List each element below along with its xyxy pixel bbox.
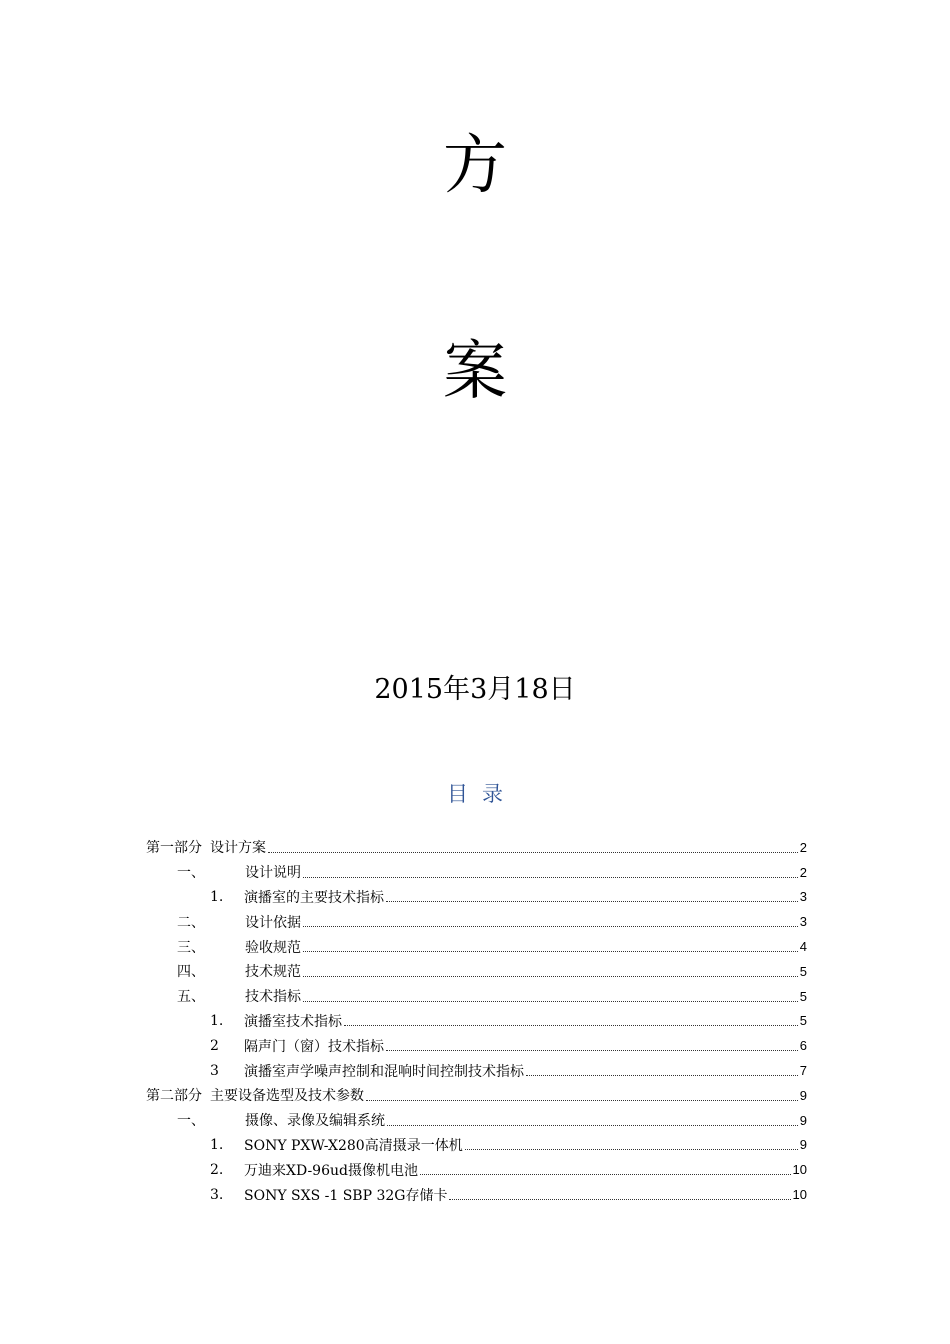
toc-entry-page: 3	[799, 889, 807, 905]
toc-dot-leader	[303, 926, 798, 927]
toc-entry-label: 主要设备选型及技术参数	[210, 1088, 364, 1105]
toc-dot-leader	[387, 1125, 798, 1126]
toc-entry-number: 一、	[177, 1113, 205, 1130]
toc-dot-leader	[449, 1199, 790, 1200]
toc-entry[interactable]	[146, 860, 807, 885]
toc-entry[interactable]	[146, 835, 807, 860]
toc-entry-page: 10	[792, 1162, 807, 1178]
toc-entry-number: 2	[210, 1037, 219, 1054]
toc-entry-page: 2	[799, 864, 807, 880]
toc-entry[interactable]	[146, 959, 807, 984]
toc-entry-page: 5	[799, 988, 807, 1004]
toc-entry-page: 9	[799, 1087, 807, 1103]
toc-title: 目录	[447, 782, 517, 806]
toc-entry[interactable]	[146, 934, 807, 959]
toc-entry[interactable]	[146, 885, 807, 910]
toc-entry-label: 验收规范	[245, 939, 301, 956]
toc-dot-leader	[303, 1001, 798, 1002]
toc-dot-leader	[303, 951, 798, 952]
toc-entry-page: 9	[799, 1112, 807, 1128]
cover-title-char-1: 方	[443, 129, 507, 203]
toc-entry-number: 一、	[177, 865, 205, 882]
toc-entry-number: 第二部分	[146, 1088, 202, 1105]
toc-entry-label: SONY SXS -1 SBP 32G存储卡	[244, 1187, 448, 1204]
toc-dot-leader	[303, 877, 798, 878]
toc-entry-label: 摄像、录像及编辑系统	[245, 1113, 385, 1130]
toc-entry-number: 2.	[210, 1161, 224, 1178]
toc-entry-label: 演播室声学噪声控制和混响时间控制技术指标	[244, 1063, 524, 1080]
toc-dot-leader	[344, 1025, 798, 1026]
toc-entry-label: SONY PXW-X280高清摄录一体机	[244, 1137, 463, 1154]
toc-entry-page: 7	[799, 1063, 807, 1079]
toc-entry-page: 6	[799, 1038, 807, 1054]
toc-entry-number: 五、	[177, 989, 205, 1006]
toc-entry-label: 技术规范	[245, 964, 301, 981]
toc-entry-label: 设计说明	[245, 865, 301, 882]
toc-entry[interactable]	[146, 1009, 807, 1034]
toc-entry[interactable]	[146, 1133, 807, 1158]
toc-entry[interactable]	[146, 1083, 807, 1108]
toc-entry[interactable]	[146, 1182, 807, 1207]
toc-entry[interactable]	[146, 909, 807, 934]
toc-dot-leader	[526, 1075, 798, 1076]
toc-entry-page: 10	[792, 1187, 807, 1203]
toc-entry-page: 5	[799, 1013, 807, 1029]
toc-dot-leader	[420, 1174, 791, 1175]
toc-entry-number: 3	[210, 1062, 219, 1079]
toc-dot-leader	[303, 976, 798, 977]
toc-entry-label: 设计方案	[210, 840, 266, 857]
toc-entry-number: 3.	[210, 1186, 224, 1203]
toc-entry-label: 演播室技术指标	[244, 1013, 342, 1030]
toc-entry-label: 设计依据	[245, 914, 301, 931]
toc-entry-page: 9	[799, 1137, 807, 1153]
toc-dot-leader	[386, 901, 798, 902]
cover-date: 2015年3月18日	[374, 674, 576, 705]
toc-entry-page: 2	[799, 839, 807, 855]
toc-entry-number: 二、	[177, 914, 205, 931]
toc-entry-number: 1.	[210, 1136, 224, 1153]
toc-entry[interactable]	[146, 984, 807, 1009]
toc-entry[interactable]	[146, 1033, 807, 1058]
toc-entry-number: 三、	[177, 939, 205, 956]
toc-dot-leader	[386, 1050, 798, 1051]
toc-entry[interactable]	[146, 1058, 807, 1083]
toc-entry-number: 1.	[210, 888, 224, 905]
toc-entry-page: 4	[799, 939, 807, 955]
toc-dot-leader	[268, 852, 798, 853]
toc-entry-number: 第一部分	[146, 840, 202, 857]
toc-entry-label: 隔声门（窗）技术指标	[244, 1038, 384, 1055]
toc-dot-leader	[465, 1149, 798, 1150]
toc-entry-label: 技术指标	[245, 989, 301, 1006]
toc-entry-page: 3	[799, 914, 807, 930]
toc-entry-label: 演播室的主要技术指标	[244, 889, 384, 906]
toc-entry[interactable]	[146, 1108, 807, 1133]
toc-dot-leader	[366, 1100, 798, 1101]
toc-entry-page: 5	[799, 963, 807, 979]
toc-entry-number: 四、	[177, 964, 205, 981]
toc-entry-number: 1.	[210, 1012, 224, 1029]
table-of-contents	[146, 835, 807, 1207]
toc-entry[interactable]	[146, 1157, 807, 1182]
toc-entry-label: 万迪来XD-96ud摄像机电池	[244, 1162, 418, 1179]
cover-title-char-2: 案	[443, 335, 507, 409]
